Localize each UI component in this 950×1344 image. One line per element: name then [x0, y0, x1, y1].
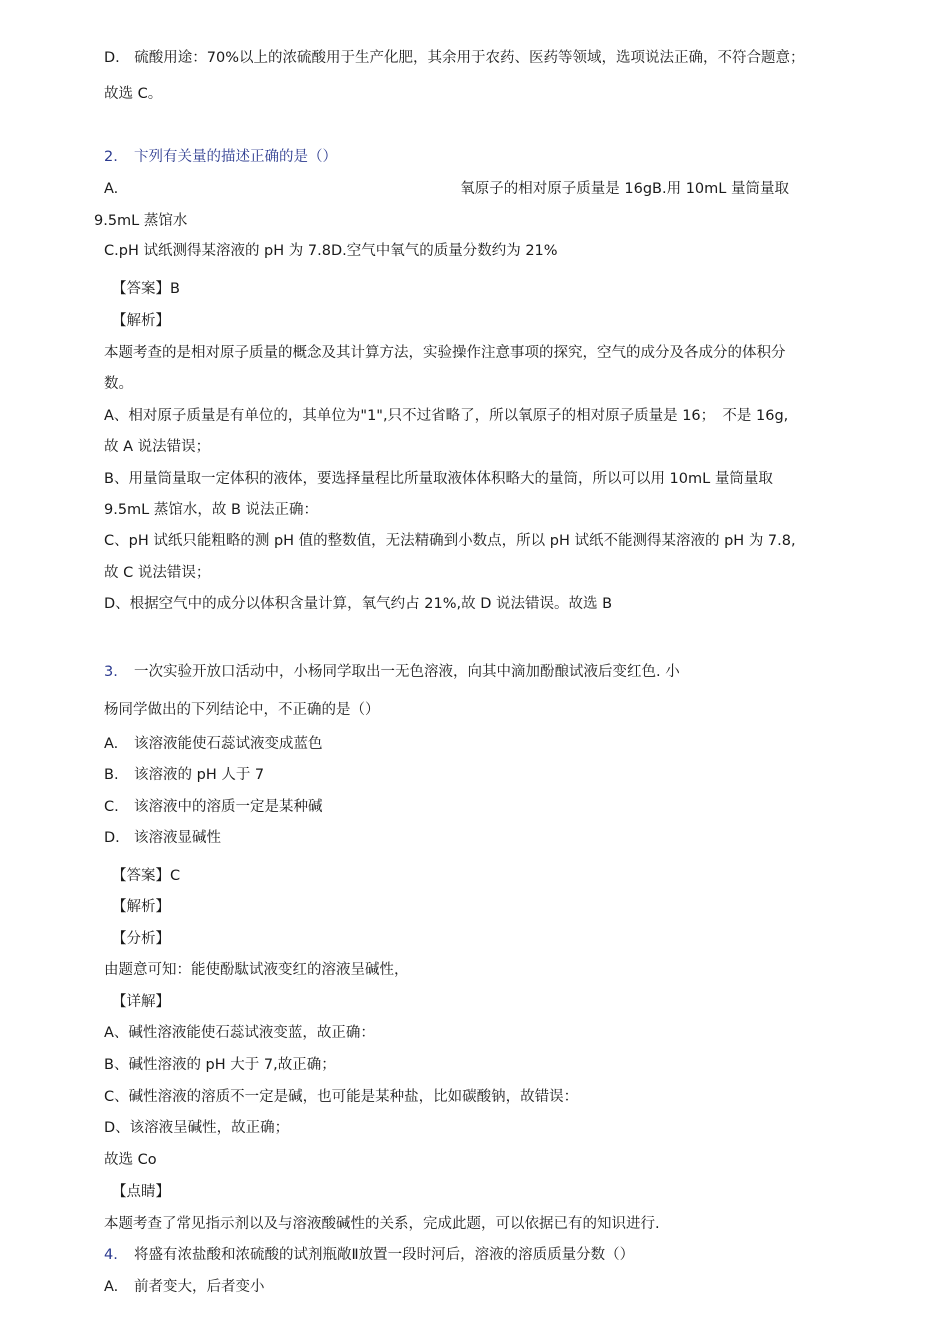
text-line: 数。	[104, 376, 133, 392]
analysis-label: 【解析】	[112, 313, 170, 329]
text-line: 本题考查了常见指示剂以及与溶液酸碱性的关系，完成此题，可以依据已有的知识进行.	[104, 1216, 660, 1232]
text-line: C、pH 试纸只能粗略的测 pH 值的整数值，无法精确到小数点，所以 pH 试纸不能测得某溶液的 pH 为 7.8,	[104, 533, 796, 549]
text-line: A、相对原子质量是有单位的，其单位为"1",只不过省略了，所以氧原子的相对原子质量是 16； 不是 16g,	[104, 408, 789, 424]
section-label: 【详解】	[112, 994, 170, 1010]
question-number: 4.	[104, 1247, 118, 1263]
question-text: 将盛有浓盐酸和浓硫酸的试剂瓶敞Ⅱ放置一段时河后，溶液的溶质质量分数（）	[134, 1247, 635, 1263]
text-line: D、该溶液呈碱性，故正确；	[104, 1120, 290, 1136]
text-line: 故选 Co	[104, 1152, 157, 1168]
text-line: 杨同学做出的下列结论中，不正确的是（）	[104, 702, 380, 718]
question-number: 3.	[104, 664, 118, 680]
answer-label: 【答案】B	[112, 281, 180, 297]
option-b: B. 该溶液的 pH 人于 7	[104, 767, 265, 783]
option-a: A. 前者变大，后者变小	[104, 1279, 265, 1295]
question-4	[104, 1245, 634, 1265]
text-line: A、碱性溶液能使石蕊试液变蓝，故正确：	[104, 1025, 375, 1041]
option-d: D. 该溶液显碱性	[104, 830, 221, 846]
analysis-label: 【解析】	[112, 899, 170, 915]
text-line: 故 A 说法错误；	[104, 439, 211, 455]
text-line: C、碱性溶液的溶质不一定是碱，也可能是某种盐，比如碳酸钠，故错误：	[104, 1089, 579, 1105]
text-line: 9.5mL 蒸馆水	[94, 213, 188, 229]
text-line: D、根据空气中的成分以体积含量计算，氧气约占 21%,故 D 说法错误。故选 B	[104, 596, 613, 612]
option-text: 氧原子的相对原子质量是 16gB.用 10mL 量筒量取	[460, 181, 789, 197]
section-label: 【点睛】	[112, 1184, 170, 1200]
option-c: C. 该溶液中的溶质一定是某种碱	[104, 799, 323, 815]
text-line: 故选 C。	[104, 86, 163, 102]
option-line	[104, 179, 789, 199]
text-line: 本题考查的是相对原子质量的概念及其计算方法，实验操作注意事项的探究，空气的成分及各成分的体积分	[104, 345, 786, 361]
answer-label: 【答案】C	[112, 868, 181, 884]
question-number: 2.	[104, 149, 118, 165]
question-3	[104, 662, 680, 682]
section-label: 【分析】	[112, 931, 170, 947]
text-line: D. 硫酸用途：70%以上的浓硫酸用于生产化肥，其余用于农药、医药等领域，选项说法正确，不符合题意；	[104, 50, 805, 66]
text-line: 由题意可知：能使酚駄试液变红的溶液呈碱性，	[104, 962, 409, 978]
option-label: A.	[104, 181, 119, 197]
text-line: 故 C 说法错误；	[104, 565, 211, 581]
question-2	[104, 147, 337, 167]
question-text: 卞列有关量的描述正确的是（）	[134, 149, 337, 165]
text-line: C.pH 试纸测得某溶液的 pH 为 7.8D.空气中氧气的质量分数约为 21%	[104, 243, 558, 259]
text-line: 9.5mL 蒸馆水，故 B 说法正确：	[104, 502, 319, 518]
text-line: B、用量筒量取一定体积的液体，要选择量程比所量取液体体积略大的量筒，所以可以用 10mL 量筒量取	[104, 471, 773, 487]
option-a: A. 该溶液能使石蕊试液变成蓝色	[104, 736, 323, 752]
question-text: 一次实验开放口活动中，小杨同学取出一无色溶液，向其中滴加酚酿试液后变红色. 小	[134, 664, 680, 680]
text-line: B、碱性溶液的 pH 大于 7,故正确；	[104, 1057, 336, 1073]
